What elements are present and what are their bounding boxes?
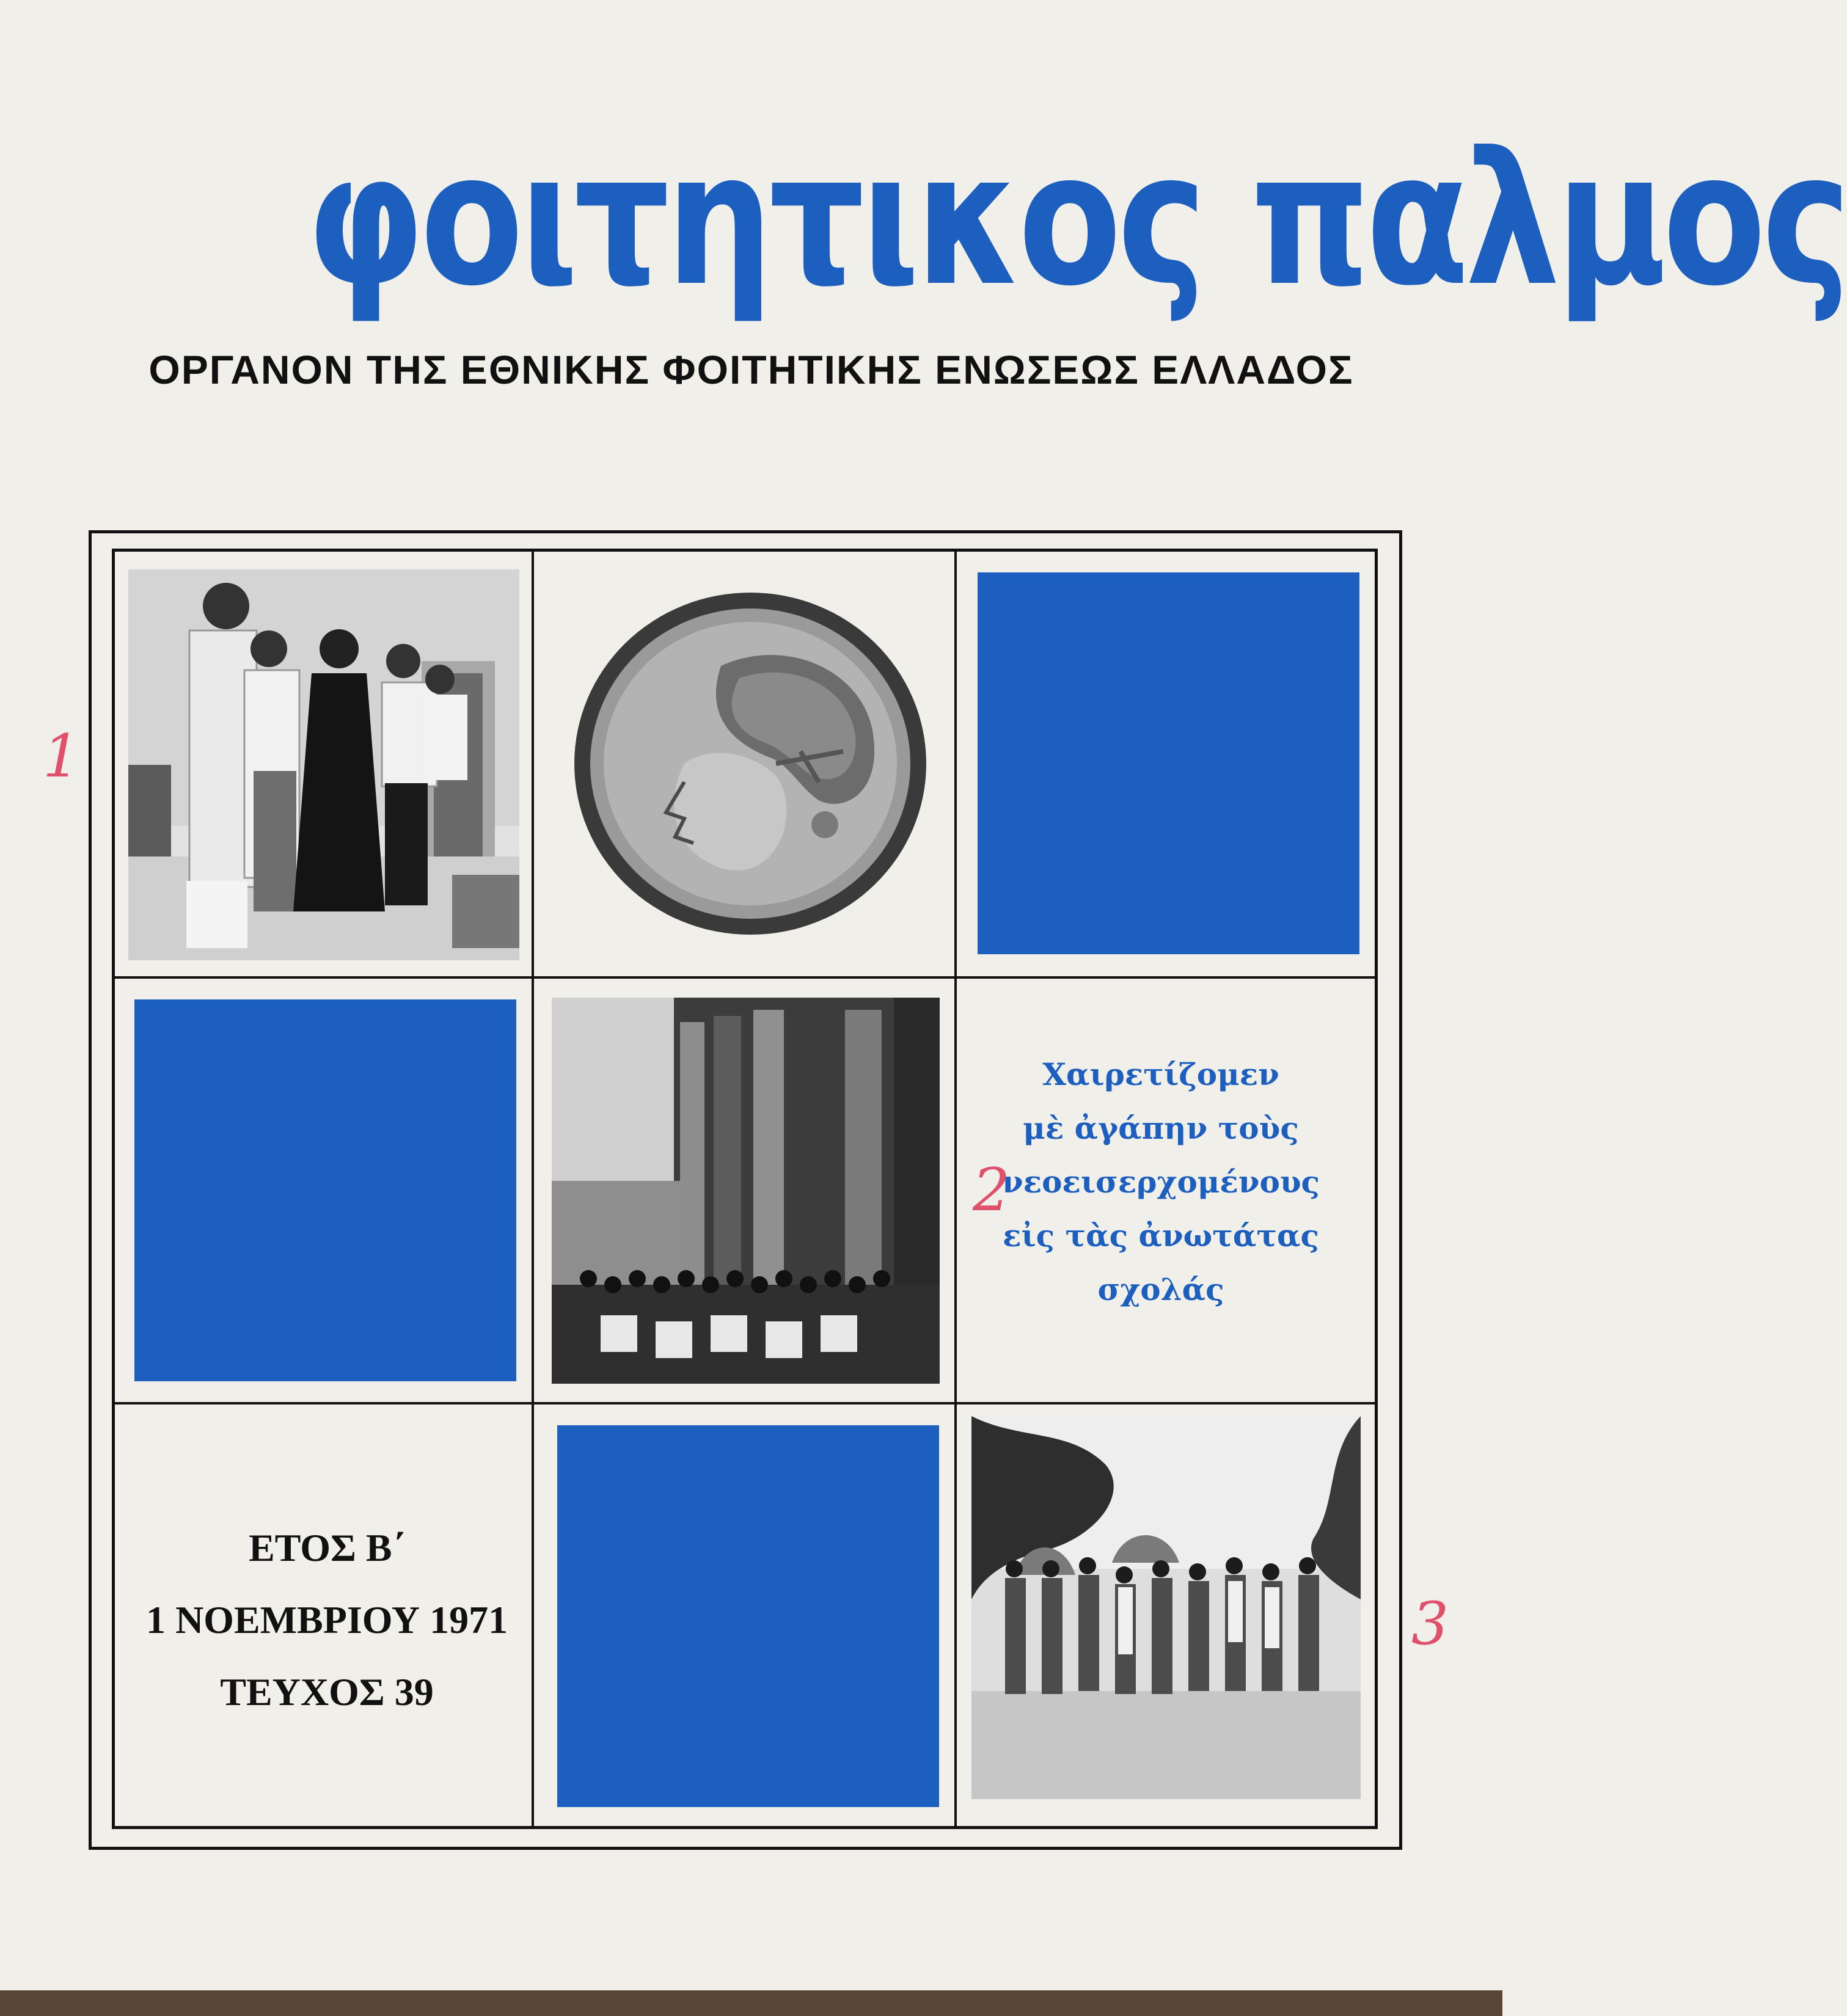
grid-divider-v1 <box>532 549 534 1829</box>
greeting-line-3: νεοεισερχομένους <box>1002 1164 1320 1200</box>
masthead-subtitle: ΟΡΓΑΝΟΝ ΤΗΣ ΕΘΝΙΚΗΣ ΦΟΙΤΗΤΙΚΗΣ ΕΝΩΣΕΩΣ ΕΛΛΑΔΟΣ <box>148 347 1354 392</box>
greeting-line-2: μὲ ἀγάπην τοὺς <box>1023 1110 1299 1146</box>
photo-group-priest <box>128 569 519 960</box>
photo-courtyard-group-icon <box>971 1416 1361 1799</box>
photo-group-priest-icon <box>128 569 519 960</box>
page-edge <box>0 1990 1502 2016</box>
greeting-line-5: σχολάς <box>1097 1271 1224 1307</box>
masthead-title: φοιτητικος παλμος <box>307 113 1847 326</box>
greeting-line-1: Χαιρετίζομεν <box>1042 1056 1279 1092</box>
greeting-message <box>965 1048 1356 1329</box>
photo-courtyard-group <box>971 1416 1361 1799</box>
handwritten-mark-2: 2 <box>973 1156 1011 1224</box>
grid-divider-v2 <box>954 549 957 1829</box>
blue-square-bottom-center <box>557 1425 939 1807</box>
photo-colonnade-group <box>552 998 940 1384</box>
handwritten-mark-1: 1 <box>43 722 81 791</box>
greeting-line-4: εἰς τὰς ἀνωτάτας <box>1003 1218 1319 1254</box>
handwritten-mark-3: 3 <box>1411 1590 1449 1658</box>
blue-square-middle-left <box>134 999 516 1381</box>
issue-date: 1 ΝΟΕΜΒΡΙΟΥ 1971 <box>145 1598 508 1642</box>
blue-square-top-right <box>978 572 1359 954</box>
grid-divider-h1 <box>112 976 1378 979</box>
photo-colonnade-group-icon <box>552 998 940 1384</box>
issue-year: ΕΤΟΣ Β΄ <box>249 1526 405 1569</box>
issue-number: ΤΕΥΧΟΣ 39 <box>220 1670 434 1714</box>
grid-divider-h2 <box>112 1402 1378 1404</box>
coin-athena <box>556 580 935 947</box>
coin-athena-icon <box>556 580 935 947</box>
issue-info <box>122 1512 532 1732</box>
